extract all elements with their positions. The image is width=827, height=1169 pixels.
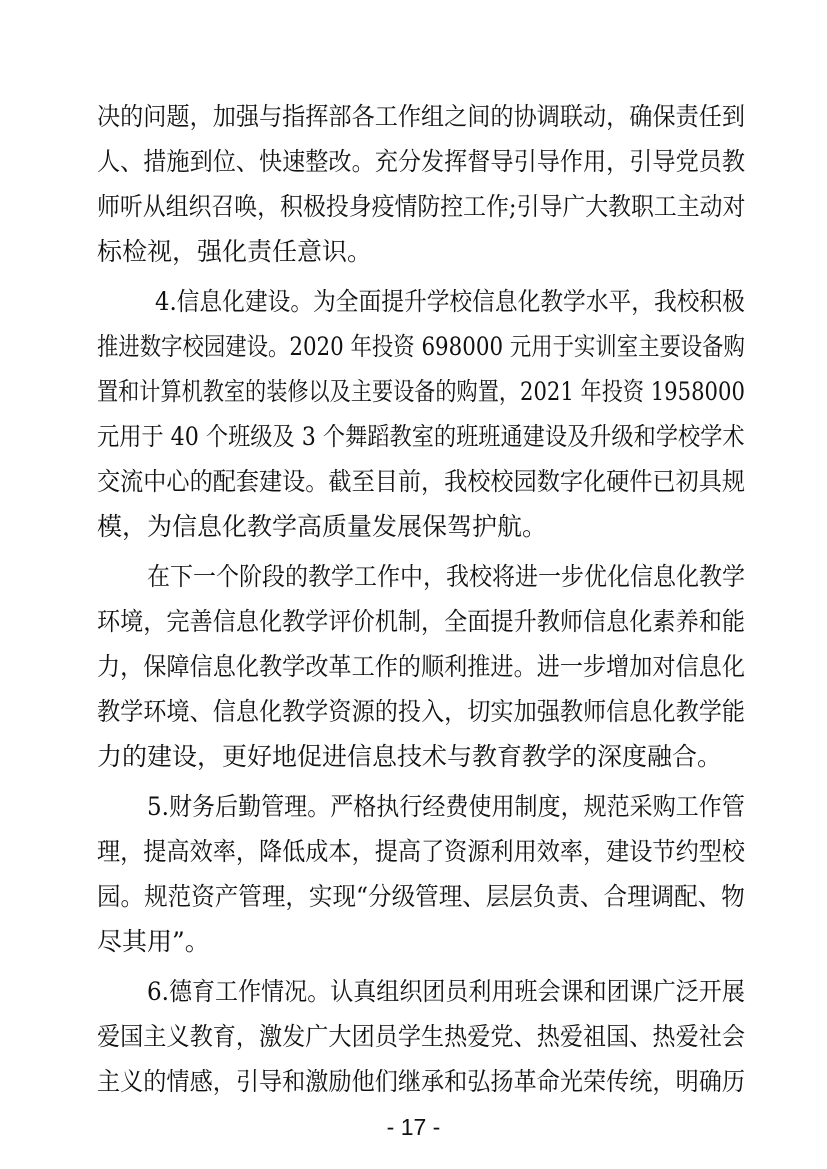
text-line: 置和计算机教室的装修以及主要设备的购置，2021 年投资 1958000 [97,377,745,406]
text-line: 推进数字校园建设。2020 年投资 698000 元用于实训室主要设备购 [97,332,745,361]
text-line: 力的建设，更好地促进信息技术与教育教学的深度融合。 [97,742,723,771]
text-line: 环境，完善信息化教学评价机制，全面提升教师信息化素养和能 [97,607,746,636]
text-line: 标检视，强化责任意识。 [97,237,373,266]
text-line: 教学环境、信息化教学资源的投入，切实加强教师信息化教学能 [97,697,746,726]
text-line: 决的问题，加强与指挥部各工作组之间的协调联动，确保责任到 [97,102,746,131]
text-line: 6.德育工作情况。认真组织团员利用班会课和团课广泛开展 [147,977,745,1006]
text-line: 师听从组织召唤，积极投身疫情防控工作;引导广大教职工主动对 [97,192,746,221]
text-line: 主义的情感，引导和激励他们继承和弘扬革命光荣传统，明确历 [97,1067,746,1096]
text-line: 4.信息化建设。为全面提升学校信息化教学水平，我校积极 [155,287,745,316]
text-line: 在下一个阶段的教学工作中，我校将进一步优化信息化教学 [147,562,746,591]
text-line: 理，提高效率，降低成本，提高了资源利用效率，建设节约型校 [97,837,746,866]
text-line: 模，为信息化教学高质量发展保驾护航。 [97,512,548,541]
text-line: 5.财务后勤管理。严格执行经费使用制度，规范采购工作管 [147,792,745,821]
text-line: 元用于 40 个班级及 3 个舞蹈教室的班班通建设及升级和学校学术 [97,422,745,451]
text-line: 人、措施到位、快速整改。充分发挥督导引导作用，引导党员教 [97,147,746,176]
text-line: 力，保障信息化教学改革工作的顺利推进。进一步增加对信息化 [97,652,746,681]
text-line: 尽其用”。 [97,927,210,956]
text-line: 爱国主义教育，激发广大团员学生热爱党、热爱祖国、热爱社会 [97,1022,746,1051]
text-line: 交流中心的配套建设。截至目前，我校校园数字化硬件已初具规 [97,467,746,496]
text-line: 园。规范资产管理，实现“分级管理、层层负责、合理调配、物 [97,882,745,911]
page-number: - 17 - [386,1114,441,1140]
